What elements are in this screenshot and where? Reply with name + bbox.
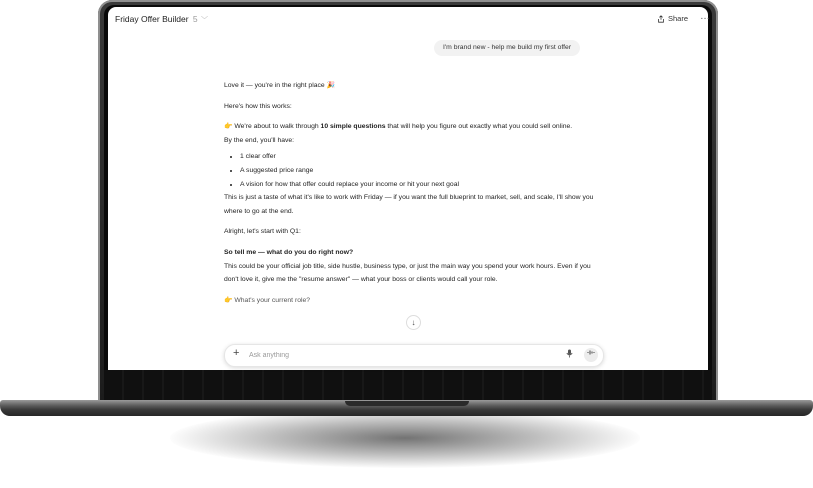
- keyboard-reflection: [104, 370, 712, 402]
- assistant-start: Alright, let's start with Q1:: [224, 228, 301, 236]
- question-title: So tell me — what do you do right now?: [224, 248, 354, 256]
- question-prompt-cutoff: 👉 What's your current role?: [224, 296, 311, 304]
- share-button[interactable]: [657, 14, 688, 23]
- chevron-down-icon: ﹀: [201, 17, 209, 24]
- assistant-greeting: Love it — you're in the right place 🎉: [224, 82, 336, 89]
- list-item: • A vision for how that offer could replace your income or hit your next goal: [240, 178, 604, 192]
- top-bar: [108, 7, 708, 31]
- list-item: • A suggested price range: [240, 164, 604, 178]
- scroll-to-bottom-button[interactable]: ↓: [406, 315, 421, 330]
- assistant-message: [224, 79, 604, 307]
- assistant-intro: Here's how this works:: [224, 102, 292, 110]
- chat-title-dropdown[interactable]: [115, 14, 208, 25]
- voice-mode-icon[interactable]: [584, 348, 598, 362]
- chat-screen: [108, 7, 708, 370]
- chat-title: Friday Offer Builder: [115, 14, 189, 24]
- chat-input[interactable]: [249, 349, 529, 361]
- assistant-taste: This is just a taste of what it's like to work with Friday — if you want the full blueprint to market, sell, and scale, I'll show you where to go at the end.: [224, 194, 594, 215]
- share-icon: [657, 15, 665, 23]
- laptop-shadow: [170, 408, 640, 468]
- more-options-button[interactable]: …: [700, 11, 710, 22]
- mic-icon[interactable]: [566, 349, 573, 360]
- deliverables-list: [224, 150, 604, 191]
- list-item: • 1 clear offer: [240, 150, 604, 164]
- share-label: Share: [667, 14, 688, 23]
- question-body: This could be your official job title, side hustle, business type, or just the main way you spend your work hours. Even if you don't love it, give me the "resume answer" — what your boss or clients would call your role.: [224, 262, 591, 284]
- assistant-by-end: By the end, you'll have:: [224, 136, 295, 144]
- user-message: I'm brand new - help me build my first offer: [434, 40, 580, 56]
- composer: [224, 344, 604, 367]
- assistant-paragraph: 👉 We're about to walk through 10 simple questions that will help you figure out exactly what you could sell online.: [224, 123, 573, 131]
- plus-icon[interactable]: +: [233, 347, 240, 359]
- model-version: 5: [192, 14, 198, 24]
- laptop-notch: [345, 401, 469, 406]
